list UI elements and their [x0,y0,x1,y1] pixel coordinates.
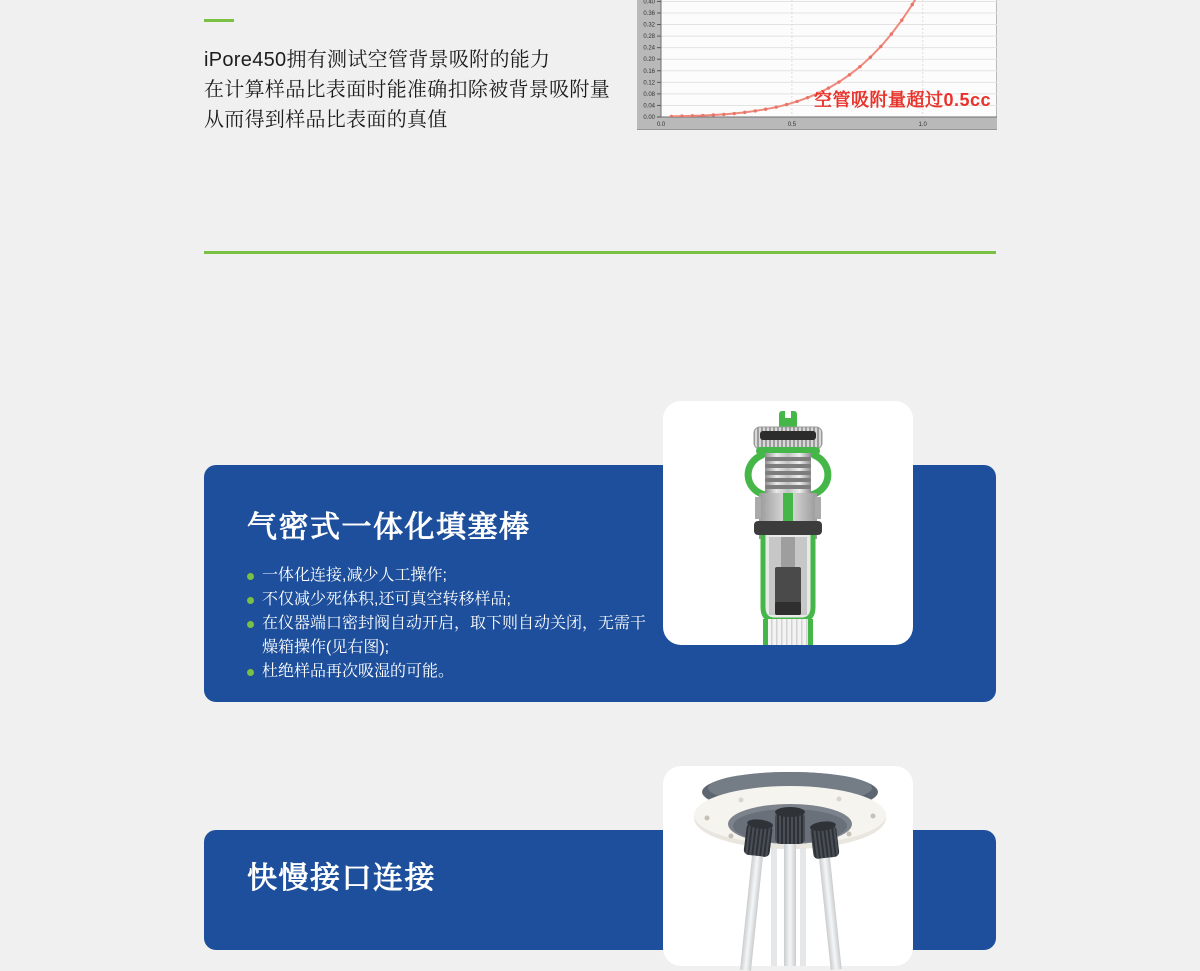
svg-text:0.28: 0.28 [643,34,655,41]
svg-text:0.40: 0.40 [643,0,655,6]
airtight-plunger-image [663,401,913,645]
feature-bullet [247,612,647,660]
bullet-dot-icon [247,669,254,676]
bullet-dot-icon [247,573,254,580]
accent-dash [204,19,234,22]
svg-text:0.32: 0.32 [643,22,655,29]
svg-text:0.24: 0.24 [643,45,655,52]
intro-line: iPore450拥有测试空管背景吸附的能力 [204,49,551,71]
svg-text:0.12: 0.12 [643,80,655,87]
feature-bullet [247,564,647,588]
svg-text:0.0: 0.0 [656,122,666,128]
svg-text:0.20: 0.20 [643,57,655,64]
intro-line: 在计算样品比表面时能准确扣除被背景吸附量 [204,79,610,101]
product-image-card-manifold [663,766,913,966]
feature-title: 气密式一体化填塞棒 [247,511,531,544]
bullet-text: 一体化连接,减少人工操作; [262,567,447,584]
svg-text:1.0: 1.0 [918,122,927,128]
product-image-card-plunger [663,401,913,645]
intro-line: 从而得到样品比表面的真值 [204,109,448,131]
svg-text:0.16: 0.16 [643,68,655,75]
svg-text:0.00: 0.00 [643,115,655,121]
section-divider [204,251,996,254]
manifold-connector-image [663,766,913,966]
bullet-text: 在仪器端口密封阀自动开启，取下则自动关闭，无需干燥箱操作(见右图); [262,615,647,656]
svg-text:0.36: 0.36 [643,11,655,17]
chart-annotation: 空管吸附量超过0.5cc [813,90,991,110]
bullet-text: 不仅减少死体积,还可真空转移样品; [262,591,511,608]
bullet-dot-icon [247,621,254,628]
feature-bullet-list [247,564,647,684]
intro-paragraph [204,45,644,135]
background-adsorption-chart [637,0,997,130]
feature-bullet [247,660,647,684]
feature-title: 快慢接口连接 [247,862,436,895]
svg-text:0.08: 0.08 [643,91,655,98]
svg-text:0.04: 0.04 [643,103,655,110]
bullet-dot-icon [247,597,254,604]
svg-text:0.5: 0.5 [787,122,797,128]
bullet-text: 杜绝样品再次吸湿的可能。 [262,663,455,680]
feature-bullet [247,588,647,612]
